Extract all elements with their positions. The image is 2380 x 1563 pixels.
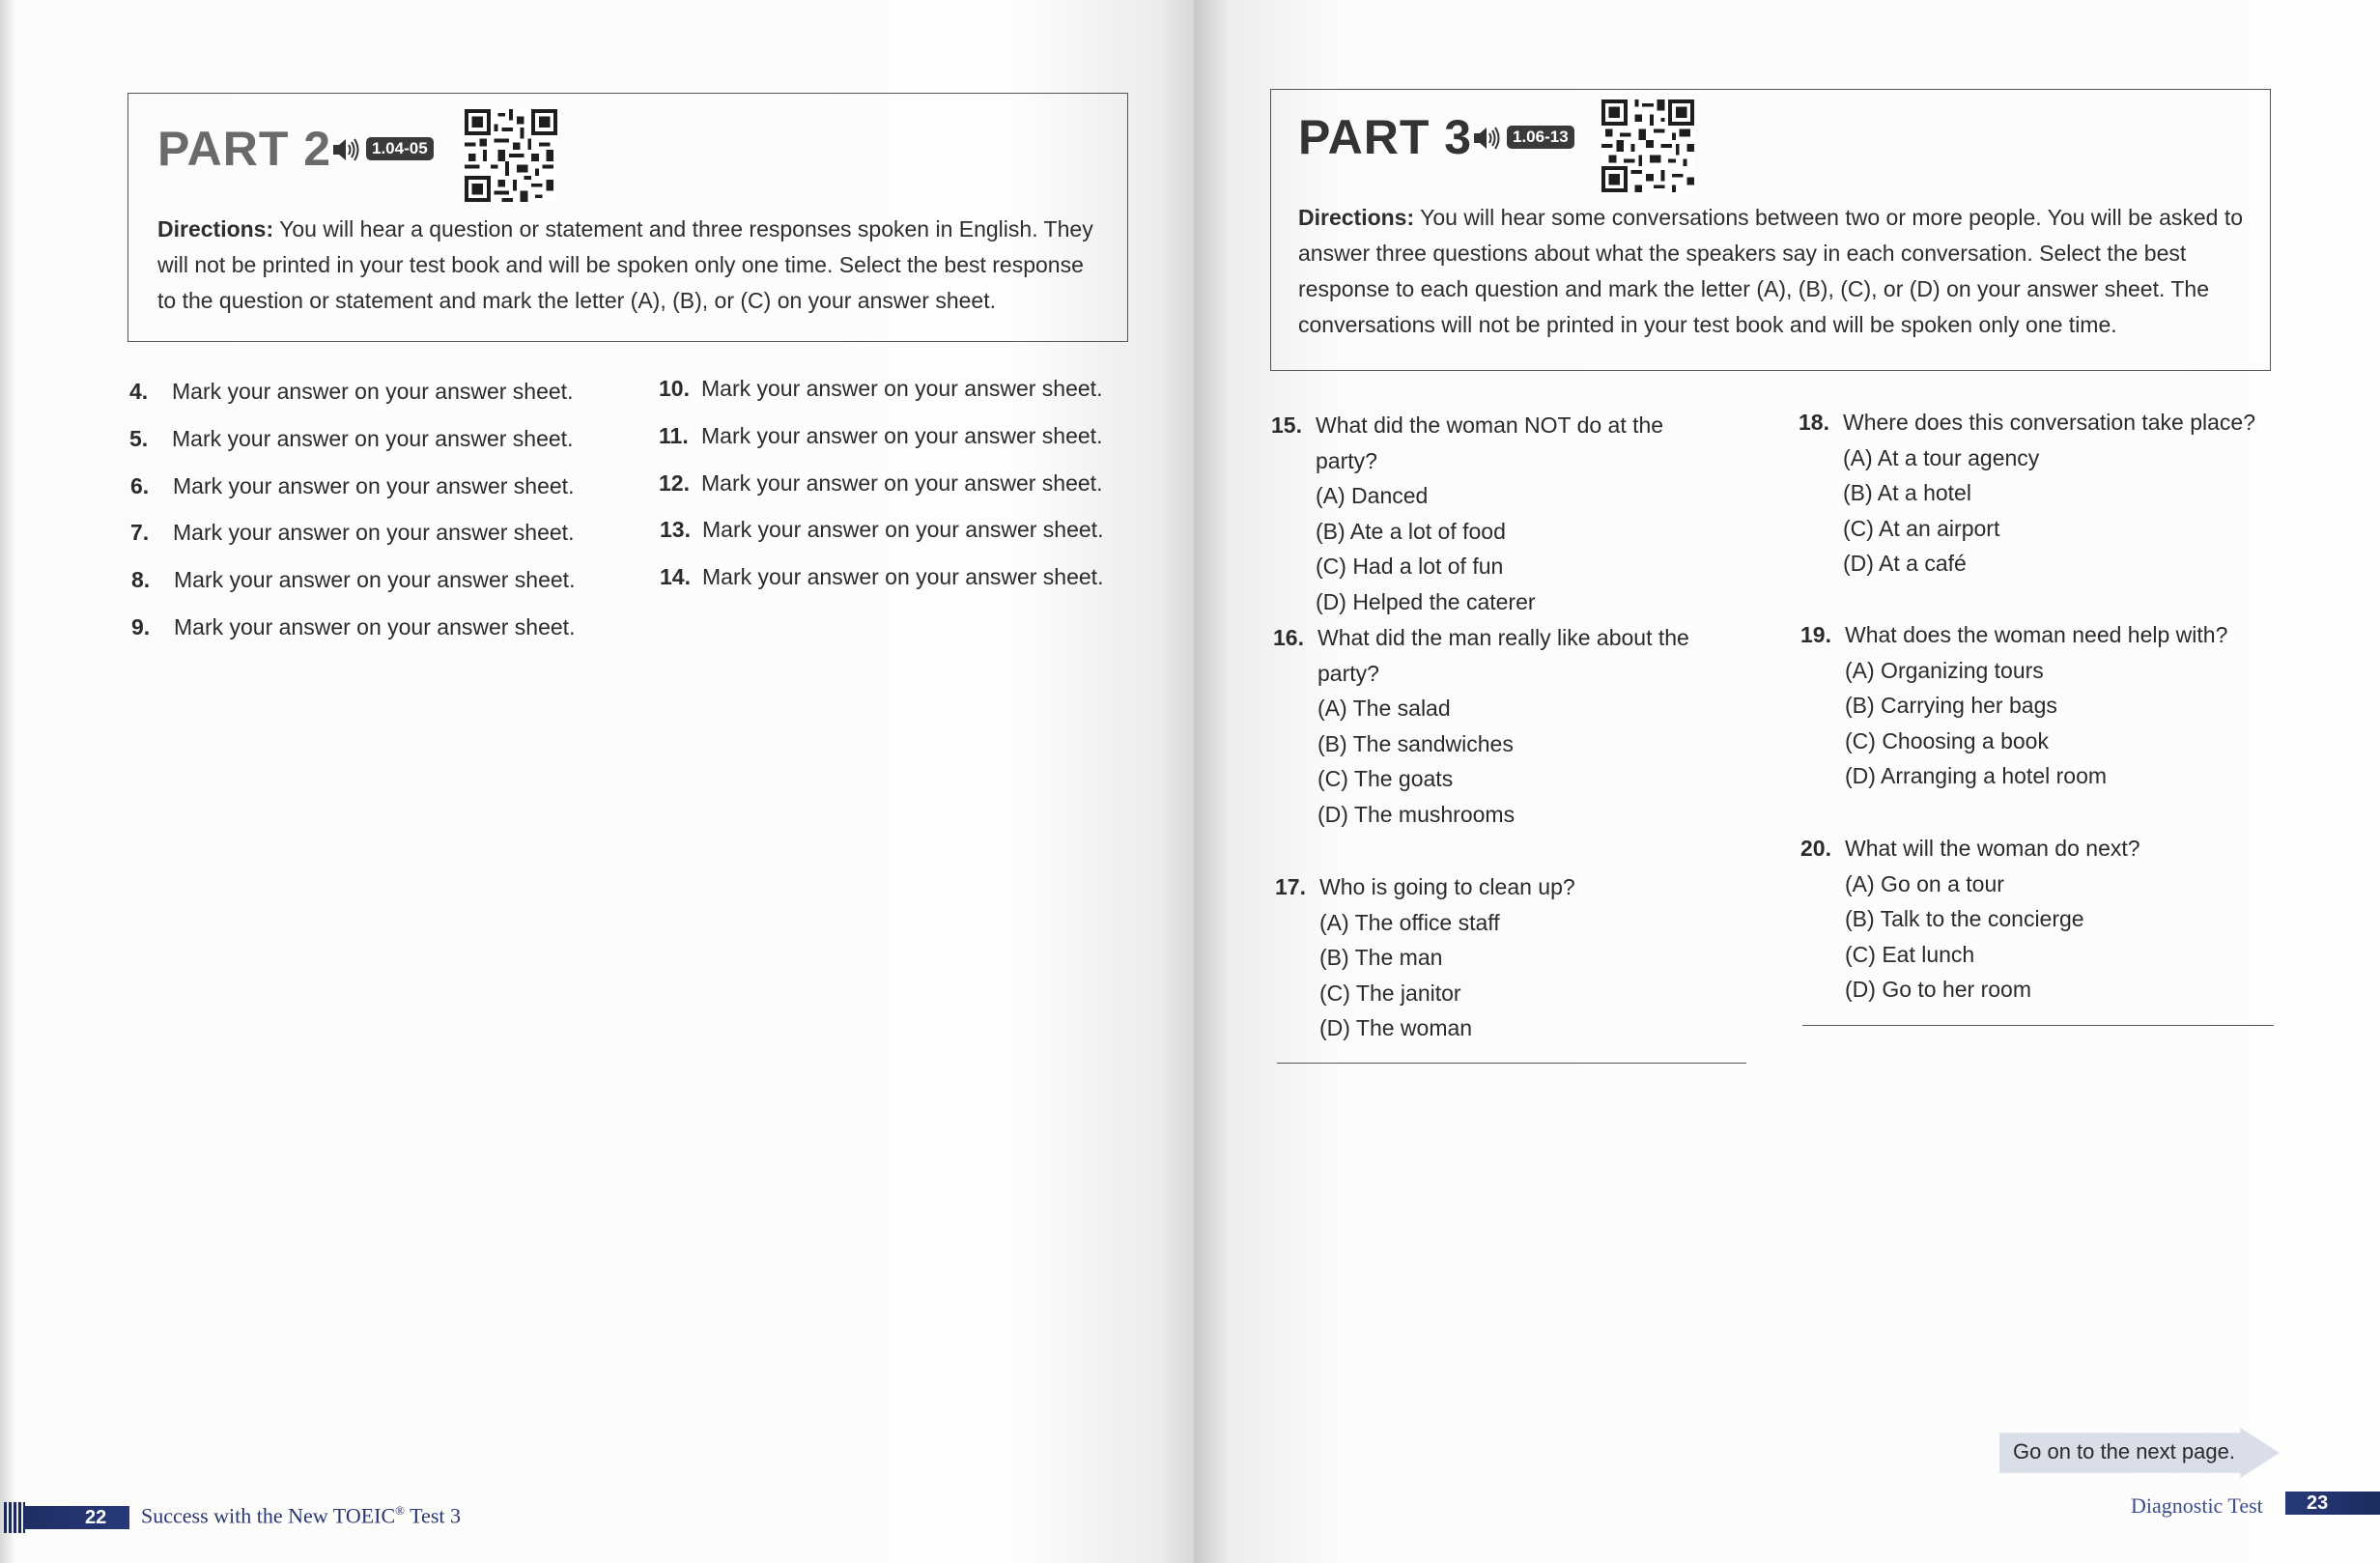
- question-number: 19.: [1800, 622, 1831, 647]
- question-20: [1800, 831, 2309, 1008]
- question-number: 15.: [1271, 412, 1302, 438]
- item-number: 11.: [659, 423, 689, 448]
- left-footer: [0, 1495, 580, 1534]
- answer-option: (A) At a tour agency: [1843, 444, 2040, 470]
- question-number: 18.: [1799, 410, 1829, 435]
- part2-title: PART 2: [157, 122, 332, 176]
- right-page-number: 23: [2307, 1492, 2329, 1514]
- list-item: [659, 376, 1102, 402]
- speaker-icon: [331, 136, 360, 163]
- item-number: 10.: [659, 376, 690, 401]
- item-number: 6.: [130, 473, 150, 498]
- speaker-icon: [1472, 125, 1501, 152]
- answer-option: (B) The sandwiches: [1318, 730, 1514, 756]
- question-15: [1271, 408, 1721, 619]
- next-page-arrow: [1999, 1428, 2280, 1478]
- question-17: [1275, 869, 1725, 1046]
- left-page-number: 22: [85, 1507, 107, 1528]
- list-item: [660, 564, 1103, 590]
- answer-option: (B) Carrying her bags: [1845, 693, 2057, 718]
- book-title: [141, 1503, 461, 1528]
- directions-text: You will hear some conversations between two or more people. You will be asked to answer three questions about what the speakers say in each conversation. Select the best response to each question and mark the letter (A), (B), (C), or (D) on your answer sheet. The conversations will not be printed in your test book and will be spoken only one time.: [1298, 205, 2244, 337]
- answer-option: (A) The office staff: [1319, 909, 1500, 935]
- answer-option: (C) The goats: [1318, 766, 1454, 791]
- question-number: 17.: [1275, 874, 1306, 899]
- item-text: Mark your answer on your answer sheet.: [174, 567, 576, 592]
- question-text: What did the woman NOT do at the party?: [1316, 412, 1664, 473]
- directions-label: Directions:: [157, 216, 274, 242]
- question-text: What did the man really like about the party?: [1318, 625, 1689, 686]
- list-item: [131, 567, 575, 593]
- book-title-text: Success with the New TOEIC: [141, 1503, 396, 1528]
- footer-bar: [4, 1506, 129, 1529]
- answer-option: (D) At a café: [1843, 551, 1967, 576]
- list-item: [129, 379, 573, 405]
- directions-text: You will hear a question or statement and three responses spoken in English. They will not be printed in your test book and will be spoken only one time. Select the best response to the question or statement and mark the letter (A), (B), or (C) on your answer sheet.: [157, 216, 1093, 313]
- answer-option: (A) The salad: [1318, 696, 1451, 721]
- part3-directions: [1298, 200, 2254, 343]
- answer-option: (A) Organizing tours: [1845, 657, 2044, 683]
- list-item: [131, 614, 575, 640]
- list-item: [130, 473, 574, 499]
- item-text: Mark your answer on your answer sheet.: [701, 376, 1103, 401]
- item-number: 12.: [659, 470, 690, 496]
- answer-option: (B) Talk to the concierge: [1845, 906, 2084, 931]
- part3-header-box: [1270, 89, 2271, 371]
- part3-track-badge: 1.06-13: [1507, 126, 1574, 149]
- answer-option: (D) Helped the caterer: [1316, 588, 1536, 614]
- item-text: Mark your answer on your answer sheet.: [172, 379, 574, 404]
- registered-mark: ®: [395, 1503, 406, 1518]
- part2-track-badge: 1.04-05: [366, 137, 434, 160]
- answer-option: (C) The janitor: [1319, 980, 1461, 1006]
- item-text: Mark your answer on your answer sheet.: [702, 564, 1104, 589]
- item-text: Mark your answer on your answer sheet.: [172, 426, 574, 451]
- question-text: What will the woman do next?: [1845, 836, 2140, 861]
- item-number: 5.: [129, 426, 149, 451]
- question-18: [1799, 405, 2307, 582]
- answer-option: (C) Had a lot of fun: [1316, 554, 1504, 579]
- answer-option: (A) Go on a tour: [1845, 870, 2004, 896]
- item-text: Mark your answer on your answer sheet.: [702, 517, 1104, 542]
- question-number: 16.: [1273, 625, 1304, 650]
- footer-bar: [2285, 1492, 2380, 1515]
- question-text: What does the woman need help with?: [1845, 622, 2228, 647]
- answer-option: (D) The mushrooms: [1318, 801, 1516, 827]
- item-number: 9.: [131, 614, 151, 639]
- question-text: Where does this conversation take place?: [1843, 410, 2256, 435]
- item-number: 4.: [129, 379, 149, 404]
- item-number: 7.: [130, 520, 150, 545]
- part2-header-box: [128, 93, 1128, 342]
- part3-title: PART 3: [1298, 110, 1473, 164]
- answer-option: (B) At a hotel: [1843, 480, 1971, 505]
- answer-option: (D) The woman: [1319, 1015, 1473, 1040]
- divider: [1277, 1063, 1746, 1064]
- question-text: Who is going to clean up?: [1319, 874, 1575, 899]
- item-text: Mark your answer on your answer sheet.: [173, 520, 575, 545]
- answer-option: (C) Eat lunch: [1845, 941, 1975, 967]
- item-number: 14.: [660, 564, 691, 589]
- item-text: Mark your answer on your answer sheet.: [701, 423, 1103, 448]
- list-item: [659, 423, 1102, 449]
- answer-option: (B) Ate a lot of food: [1316, 518, 1506, 544]
- item-number: 8.: [131, 567, 151, 592]
- answer-option: (A) Danced: [1316, 483, 1429, 508]
- answer-option: (D) Go to her room: [1845, 977, 2031, 1002]
- list-item: [660, 517, 1103, 543]
- list-item: [659, 470, 1102, 497]
- qr-code-icon: [1601, 99, 1694, 192]
- question-16: [1273, 620, 1723, 832]
- item-text: Mark your answer on your answer sheet.: [173, 473, 575, 498]
- book-title-suffix: Test 3: [405, 1503, 461, 1528]
- list-item: [130, 520, 574, 546]
- list-item: [129, 426, 573, 452]
- item-text: Mark your answer on your answer sheet.: [174, 614, 576, 639]
- item-number: 13.: [660, 517, 691, 542]
- answer-option: (C) At an airport: [1843, 515, 2000, 541]
- question-19: [1800, 617, 2309, 794]
- next-page-text: Go on to the next page.: [2013, 1439, 2235, 1464]
- question-number: 20.: [1800, 836, 1831, 861]
- answer-option: (D) Arranging a hotel room: [1845, 763, 2108, 788]
- item-text: Mark your answer on your answer sheet.: [701, 470, 1103, 496]
- answer-option: (C) Choosing a book: [1845, 727, 2049, 753]
- section-label: Diagnostic Test: [2131, 1493, 2263, 1518]
- right-footer: [2115, 1486, 2380, 1524]
- answer-option: (B) The man: [1319, 945, 1443, 970]
- qr-code-icon: [465, 109, 557, 202]
- divider: [1802, 1025, 2274, 1026]
- directions-label: Directions:: [1298, 205, 1415, 230]
- part2-directions: [157, 212, 1104, 319]
